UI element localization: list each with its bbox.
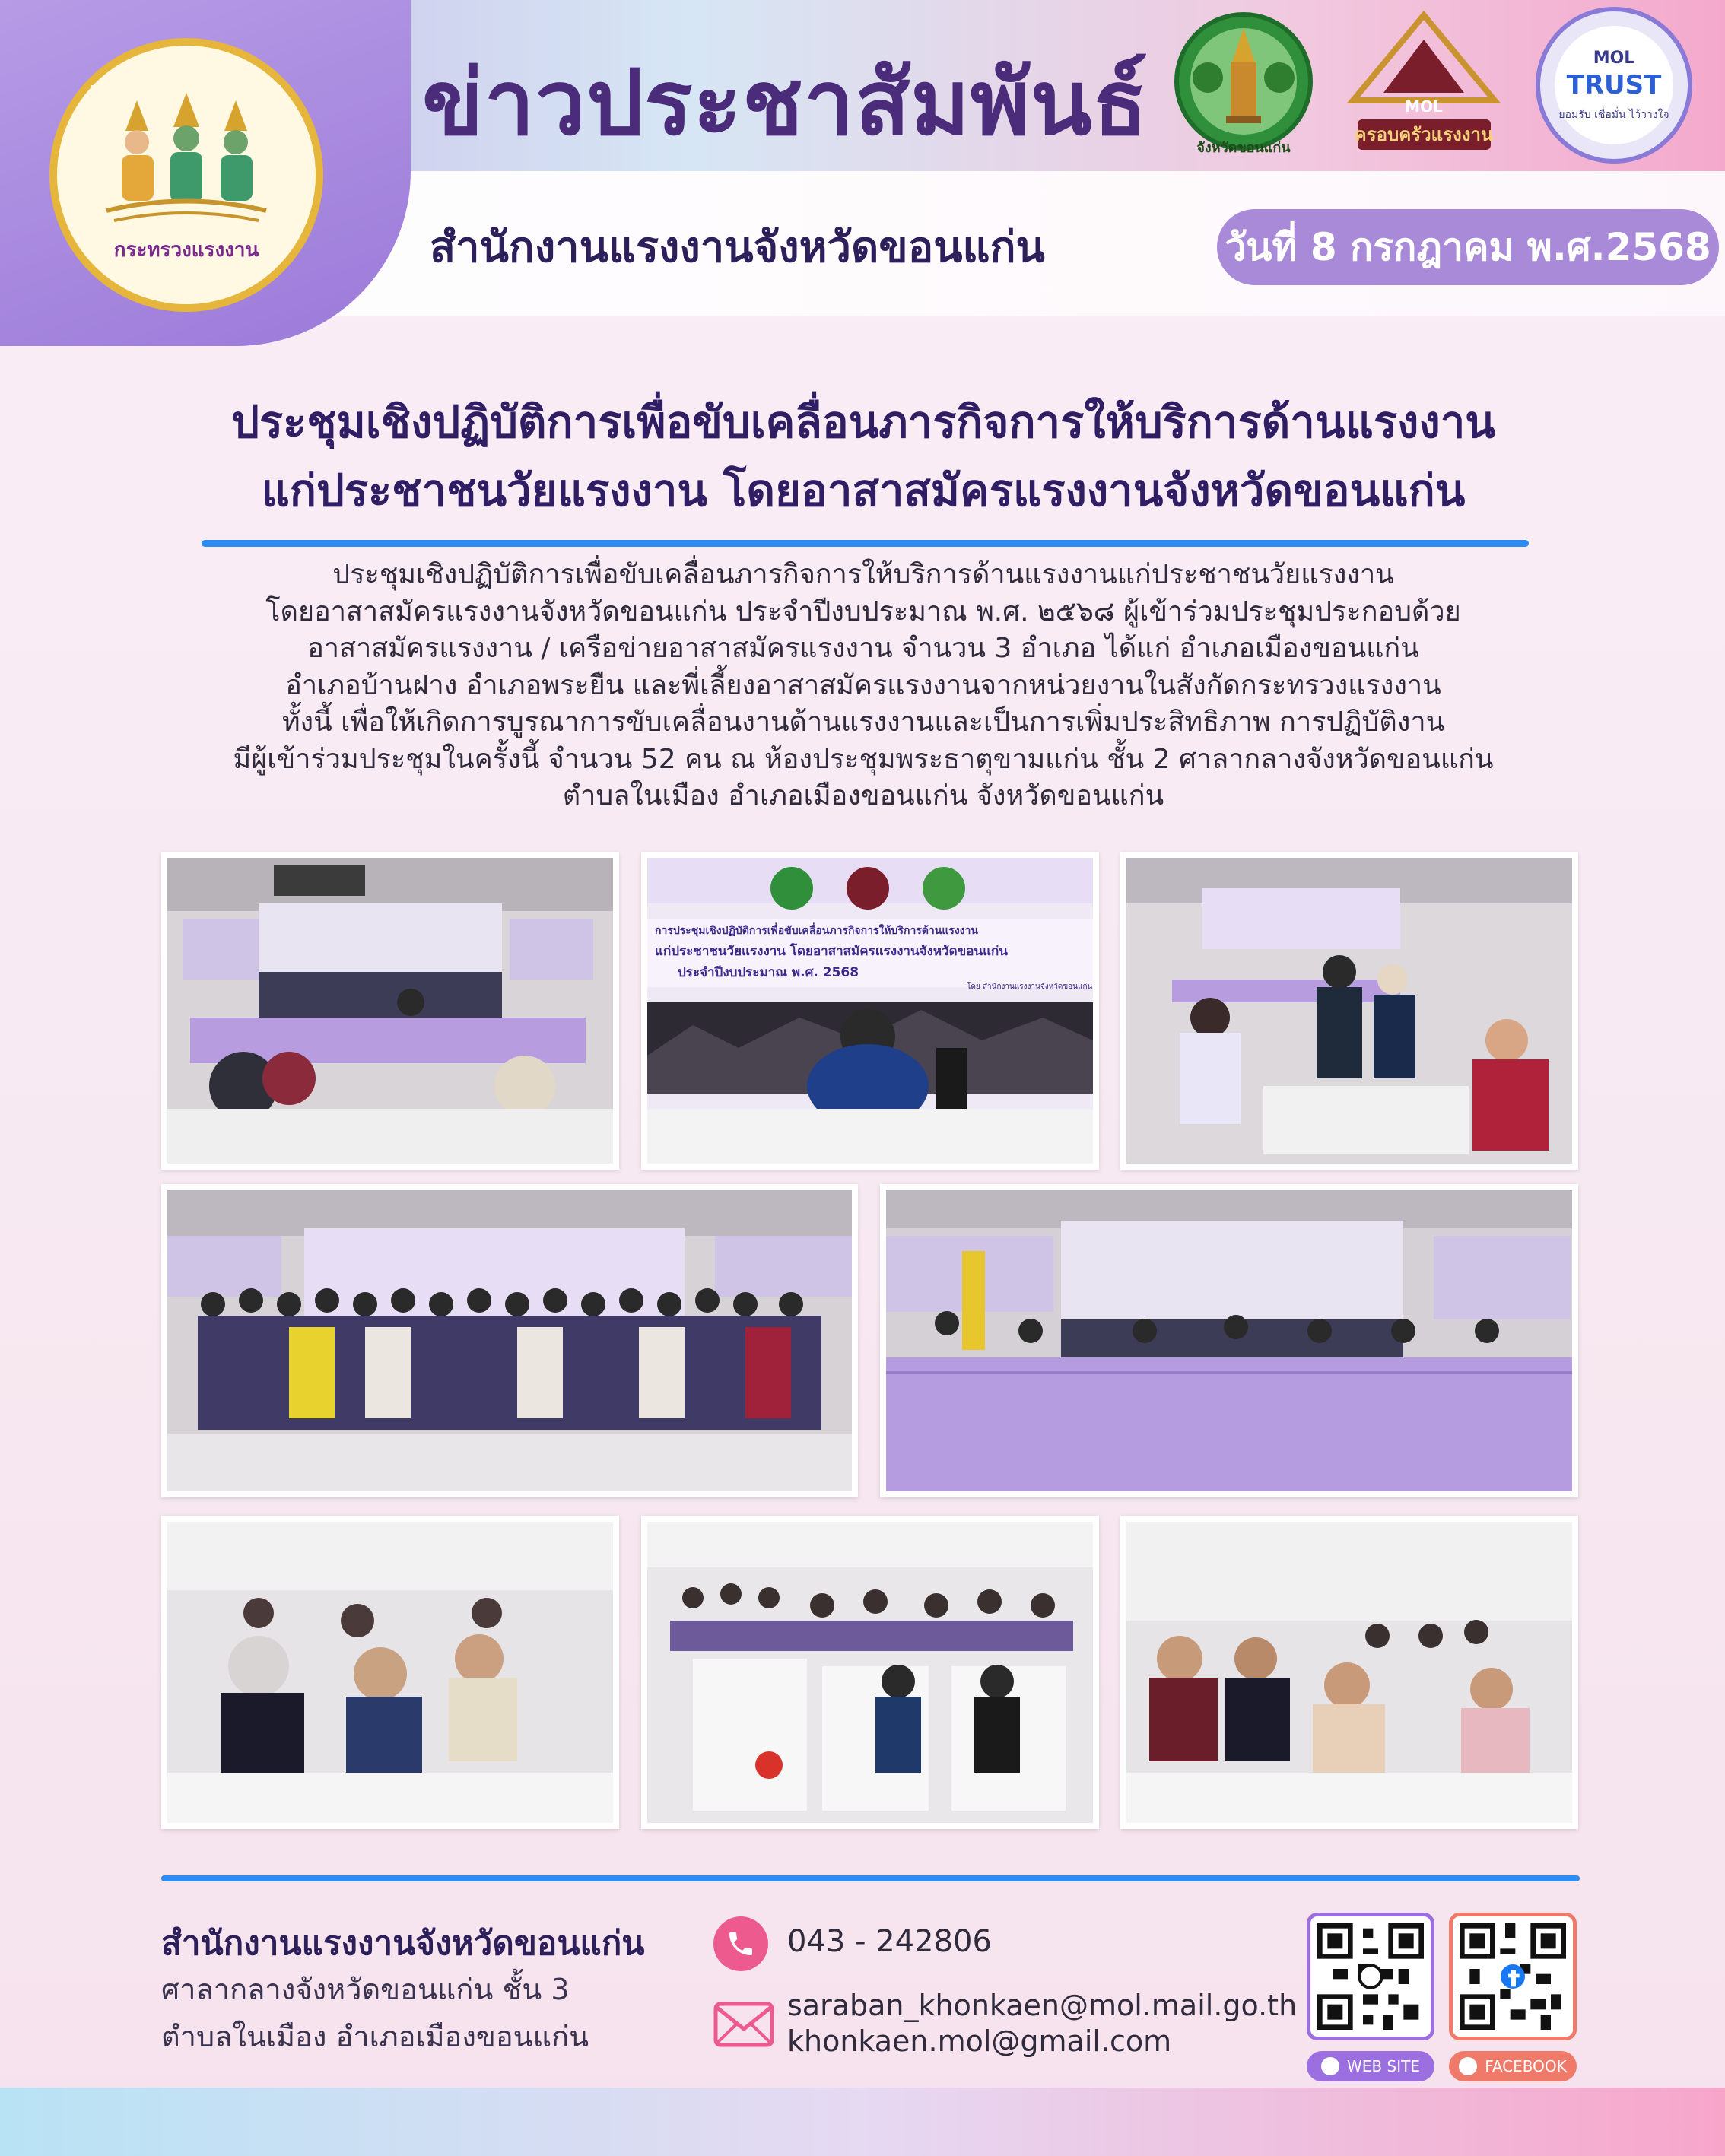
email-link-1[interactable]: saraban_khonkaen@mol.mail.go.th: [787, 1989, 1298, 2022]
facebook-label: FACEBOOK: [1485, 2057, 1567, 2075]
qr-code-icon: [1460, 1923, 1566, 2030]
banner-text-line-4: โดย สำนักงานแรงงานจังหวัดขอนแก่น: [967, 983, 1093, 991]
ministry-logo-background: [0, 0, 411, 346]
mail-icon: [713, 2002, 774, 2047]
qr-code-icon: [1317, 1923, 1424, 2030]
ministry-logo: [49, 38, 323, 312]
photo-speaker-at-podium: [641, 852, 1099, 1170]
mol-family-logo-icon: [1342, 9, 1506, 157]
headline-divider: [202, 540, 1529, 547]
footer-office-name: สำนักงานแรงงานจังหวัดขอนแก่น: [161, 1924, 645, 1963]
facebook-link[interactable]: [1449, 2051, 1577, 2081]
banner-text-line-3: ประจำปีงบประมาณ พ.ศ. 2568: [678, 965, 859, 980]
mobile-icon: [1459, 2057, 1477, 2075]
photo-meeting-room-wide: [161, 852, 619, 1170]
phone-icon: [713, 1916, 768, 1971]
headline-line-1: ประชุมเชิงปฏิบัติการเพื่อขับเคลื่อนภารกิจการให้บริการด้านแรงงาน: [231, 396, 1495, 448]
photo-classroom-rows: [641, 1516, 1099, 1829]
mol-logo-text: MOL: [1405, 97, 1443, 116]
trust-logo-title: TRUST: [1566, 70, 1662, 100]
date-badge: วันที่ 8 กรกฎาคม พ.ศ.2568: [1217, 209, 1719, 285]
website-link[interactable]: [1307, 2051, 1434, 2081]
province-logo-text: จังหวัดขอนแก่น: [1196, 140, 1291, 156]
facebook-qr-code[interactable]: [1449, 1913, 1577, 2040]
page-title: ข่าวประชาสัมพันธ์: [422, 50, 1148, 155]
mobile-icon: [1321, 2057, 1339, 2075]
footer-address-line-1: ศาลากลางจังหวัดขอนแก่น ชั้น 3: [161, 1973, 570, 2006]
photo-head-table-panel: [880, 1184, 1578, 1497]
photo-attendees-right: [1120, 1516, 1578, 1829]
email-link-2[interactable]: khonkaen.mol@gmail.com: [787, 2024, 1172, 2058]
deity-figures-icon: [91, 85, 281, 230]
website-label: WEB SITE: [1347, 2057, 1420, 2075]
footer-address: [161, 1966, 589, 2060]
mol-trust-logo-icon: [1529, 4, 1700, 167]
website-qr-code[interactable]: [1307, 1913, 1434, 2040]
photo-registration-table: [1120, 852, 1578, 1170]
globe-icon: [1359, 1965, 1381, 1987]
banner-text-line-2: แก่ประชาชนวัยแรงงาน โดยอาสาสมัครแรงงานจังหวัดขอนแก่น: [655, 944, 1008, 959]
headline: [152, 388, 1574, 525]
mol-logo-subtext: ครอบครัวแรงงาน: [1354, 124, 1494, 145]
trust-logo-subtext: ยอมรับ เชื่อมั่น ไว้วางใจ: [1558, 109, 1669, 121]
trust-logo-text: MOL: [1593, 49, 1635, 68]
bottom-gradient-band: [0, 2088, 1725, 2156]
body-paragraph: ประชุมเชิงปฏิบัติการเพื่อขับเคลื่อนภารกิจการให้บริการด้านแรงงานแก่ประชาชนวัยแรงงาน โดยอาสาสมัครแรงงานจังหวัดขอนแก่น ประจำปีงบประมาณ พ.ศ. ๒๕๖๘ ผู้เข้าร่วมประชุมประกอบด้วย อาสาสมัครแรงงาน / เครือข่ายอาสาสมัครแรงงาน จำนวน 3 อำเภอ ได้แก่ อำเภอเมืองขอนแก่น อำเภอบ้านฝาง อำเภอพระยืน และพี่เลี้ยงอาสาสมัครแรงงานจากหน่วยงานในสังกัดกระทรวงแรงงาน ทั้งนี้ เพื่อให้เกิดการบูรณาการขับเคลื่อนงานด้านแรงงานและเป็นการเพิ่มประสิทธิภาพ การปฏิบัติงาน มีผู้เข้าร่วมประชุมในครั้งนี้ จำนวน 52 คน ณ ห้องประชุมพระธาตุขามแก่น ชั้น 2 ศาลากลางจังหวัดขอนแก่น ตำบลในเมือง อำเภอเมืองขอนแก่น จังหวัดขอนแก่น: [233, 559, 1494, 811]
footer-address-line-2: ตำบลในเมือง อำเภอเมืองขอนแก่น: [161, 2020, 589, 2053]
phone-number[interactable]: 043 - 242806: [787, 1924, 992, 1959]
photo-group-portrait: [161, 1184, 858, 1497]
office-name: สำนักงานแรงงานจังหวัดขอนแก่น: [430, 223, 1045, 272]
province-seal-icon: [1171, 9, 1316, 157]
photo-attendees-left: [161, 1516, 619, 1829]
ministry-logo-text: กระทรวงแรงงาน: [113, 238, 259, 262]
headline-line-2: แก่ประชาชนวัยแรงงาน โดยอาสาสมัครแรงงานจังหวัดขอนแก่น: [261, 465, 1466, 516]
banner-text-line-1: การประชุมเชิงปฏิบัติการเพื่อขับเคลื่อนภารกิจการให้บริการด้านแรงงาน: [655, 925, 978, 937]
footer-divider: [161, 1875, 1580, 1881]
